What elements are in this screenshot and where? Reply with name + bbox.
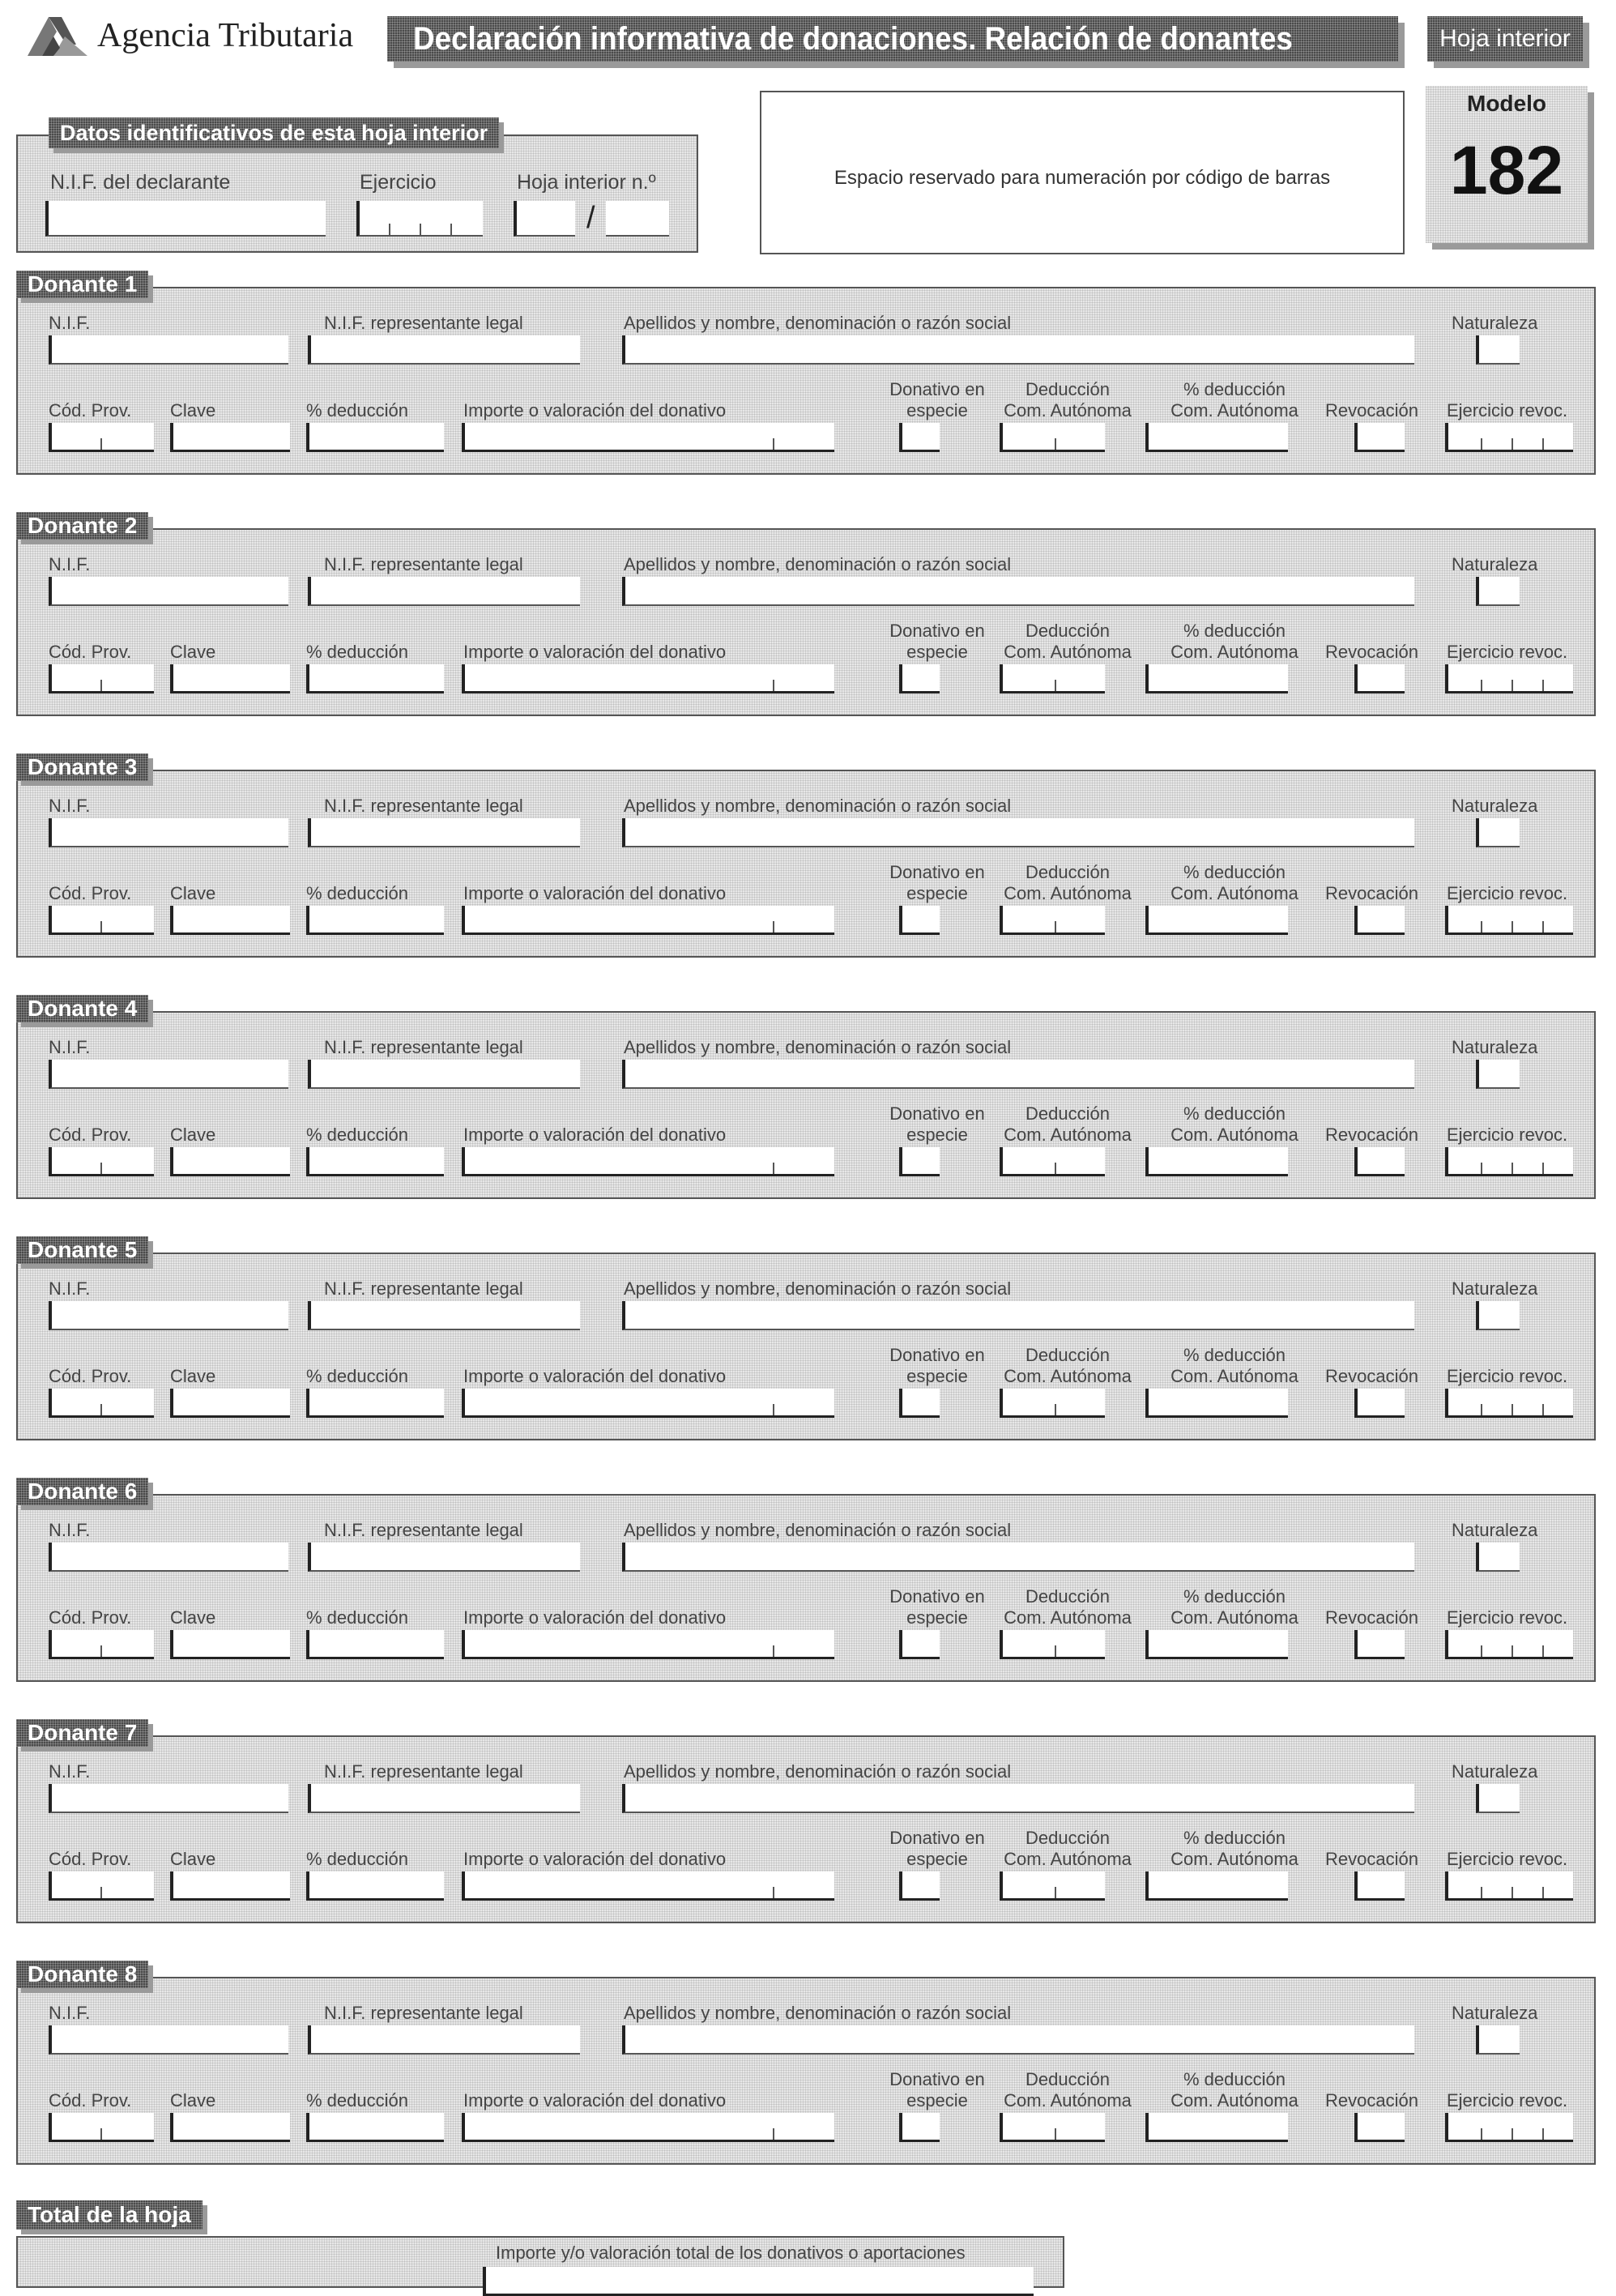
importe-label: Importe o valoración del donativo bbox=[463, 1849, 727, 1869]
pct-ca-field[interactable] bbox=[1145, 1630, 1288, 1659]
clave-label: Clave bbox=[170, 642, 216, 662]
clave-field[interactable] bbox=[170, 1389, 290, 1418]
nombre-field[interactable] bbox=[622, 1543, 1414, 1572]
ejercicio-revoc-label: Ejercicio revoc. bbox=[1447, 1607, 1568, 1628]
pct-ca-field[interactable] bbox=[1145, 2113, 1288, 2142]
donor-block-1 bbox=[16, 287, 1596, 475]
ejercicio-revoc-field[interactable] bbox=[1445, 1871, 1573, 1901]
cod-prov-label: Cód. Prov. bbox=[49, 1366, 132, 1386]
agency-name: Agencia Tributaria bbox=[97, 17, 354, 54]
clave-label: Clave bbox=[170, 1607, 216, 1628]
hoja-total-field[interactable] bbox=[606, 201, 669, 237]
clave-label: Clave bbox=[170, 883, 216, 903]
donor-block-3 bbox=[16, 770, 1596, 958]
ded-ca-label-1: Deducción bbox=[1025, 1828, 1110, 1848]
ded-ca-label-2: Com. Autónoma bbox=[1004, 642, 1132, 662]
total-label: Importe y/o valoración total de los donativos o aportaciones bbox=[496, 2243, 966, 2263]
importe-label: Importe o valoración del donativo bbox=[463, 2090, 727, 2110]
importe-field[interactable] bbox=[462, 1630, 834, 1659]
deduccion-field[interactable] bbox=[306, 2113, 444, 2142]
donor-title-4: Donante 4 bbox=[28, 996, 138, 1021]
donor-block-6 bbox=[16, 1494, 1596, 1682]
pct-ca-label-1: % deducción bbox=[1183, 1103, 1286, 1124]
naturaleza-label: Naturaleza bbox=[1452, 1520, 1538, 1540]
donor-block-4 bbox=[16, 1011, 1596, 1199]
cod-prov-field[interactable] bbox=[49, 2113, 154, 2142]
nif-rep-field[interactable] bbox=[308, 577, 580, 606]
ded-ca-field[interactable] bbox=[1000, 1871, 1105, 1901]
clave-field[interactable] bbox=[170, 906, 290, 935]
donor-title-1: Donante 1 bbox=[28, 271, 138, 297]
naturaleza-field[interactable] bbox=[1476, 1060, 1520, 1089]
total-title-tab bbox=[16, 2200, 203, 2230]
ejercicio-label: Ejercicio bbox=[360, 171, 437, 194]
deduccion-label: % deducción bbox=[306, 1366, 408, 1386]
revocacion-field[interactable] bbox=[1354, 906, 1405, 935]
especie-label-2: especie bbox=[906, 2090, 968, 2110]
ded-ca-label-1: Deducción bbox=[1025, 862, 1110, 882]
cod-prov-label: Cód. Prov. bbox=[49, 1849, 132, 1869]
nif-rep-field[interactable] bbox=[308, 2025, 580, 2055]
naturaleza-field[interactable] bbox=[1476, 1301, 1520, 1330]
deduccion-field[interactable] bbox=[306, 906, 444, 935]
revocacion-label: Revocación bbox=[1325, 1366, 1418, 1386]
deduccion-field[interactable] bbox=[306, 1389, 444, 1418]
especie-field[interactable] bbox=[899, 1147, 940, 1176]
form-title: Declaración informativa de donaciones. Relación de donantes bbox=[413, 21, 1293, 57]
nif-label: N.I.F. bbox=[49, 2003, 91, 2023]
clave-label: Clave bbox=[170, 1366, 216, 1386]
nif-field[interactable] bbox=[49, 1060, 288, 1089]
donor-title-7: Donante 7 bbox=[28, 1720, 138, 1745]
revocacion-field[interactable] bbox=[1354, 1871, 1405, 1901]
pct-ca-label-1: % deducción bbox=[1183, 379, 1286, 399]
deduccion-field[interactable] bbox=[306, 1871, 444, 1901]
nif-label: N.I.F. bbox=[49, 1520, 91, 1540]
nif-rep-label: N.I.F. representante legal bbox=[324, 1037, 523, 1057]
total-title: Total de la hoja bbox=[28, 2202, 191, 2227]
pct-ca-field[interactable] bbox=[1145, 664, 1288, 693]
donor-title-tab-3 bbox=[16, 753, 148, 781]
modelo-label: Modelo bbox=[1467, 91, 1546, 116]
ded-ca-label-1: Deducción bbox=[1025, 379, 1110, 399]
ejercicio-revoc-label: Ejercicio revoc. bbox=[1447, 883, 1568, 903]
ejercicio-revoc-label: Ejercicio revoc. bbox=[1447, 1849, 1568, 1869]
donor-title-tab-8 bbox=[16, 1961, 148, 1988]
ded-ca-label-1: Deducción bbox=[1025, 1586, 1110, 1607]
nif-field[interactable] bbox=[49, 335, 288, 365]
sheet-id-title: Datos identificativos de esta hoja interior bbox=[60, 121, 488, 145]
especie-label-1: Donativo en bbox=[889, 2069, 985, 2089]
revocacion-label: Revocación bbox=[1325, 1125, 1418, 1145]
hoja-number-field[interactable] bbox=[514, 201, 575, 237]
donor-block-5 bbox=[16, 1253, 1596, 1440]
deduccion-label: % deducción bbox=[306, 1849, 408, 1869]
clave-label: Clave bbox=[170, 1125, 216, 1145]
nif-label: N.I.F. bbox=[49, 1761, 91, 1782]
revocacion-field[interactable] bbox=[1354, 1389, 1405, 1418]
especie-label-2: especie bbox=[906, 642, 968, 662]
pct-ca-label-2: Com. Autónoma bbox=[1170, 1607, 1298, 1628]
donor-title-2: Donante 2 bbox=[28, 513, 138, 538]
nif-rep-field[interactable] bbox=[308, 1060, 580, 1089]
naturaleza-label: Naturaleza bbox=[1452, 1037, 1538, 1057]
donor-title-8: Donante 8 bbox=[28, 1961, 138, 1987]
especie-field[interactable] bbox=[899, 664, 940, 693]
nif-field[interactable] bbox=[49, 2025, 288, 2055]
nif-rep-field[interactable] bbox=[308, 1784, 580, 1813]
importe-label: Importe o valoración del donativo bbox=[463, 1366, 727, 1386]
agency-emblem-icon bbox=[24, 12, 91, 59]
ejercicio-revoc-field[interactable] bbox=[1445, 2113, 1573, 2142]
nif-rep-label: N.I.F. representante legal bbox=[324, 2003, 523, 2023]
importe-label: Importe o valoración del donativo bbox=[463, 1125, 727, 1145]
nombre-label: Apellidos y nombre, denominación o razón social bbox=[624, 1761, 1012, 1782]
pct-ca-label-2: Com. Autónoma bbox=[1170, 1366, 1298, 1386]
nif-label: N.I.F. bbox=[49, 1037, 91, 1057]
especie-label-1: Donativo en bbox=[889, 621, 985, 641]
nif-field[interactable] bbox=[49, 1301, 288, 1330]
pct-ca-label-2: Com. Autónoma bbox=[1170, 2090, 1298, 2110]
ded-ca-field[interactable] bbox=[1000, 2113, 1105, 2142]
nombre-label: Apellidos y nombre, denominación o razón social bbox=[624, 1278, 1012, 1299]
deduccion-label: % deducción bbox=[306, 1607, 408, 1628]
nif-rep-field[interactable] bbox=[308, 335, 580, 365]
naturaleza-field[interactable] bbox=[1476, 1543, 1520, 1572]
ejercicio-revoc-label: Ejercicio revoc. bbox=[1447, 1125, 1568, 1145]
ejercicio-revoc-field[interactable] bbox=[1445, 1389, 1573, 1418]
nif-label: N.I.F. bbox=[49, 554, 91, 574]
importe-label: Importe o valoración del donativo bbox=[463, 400, 727, 420]
importe-label: Importe o valoración del donativo bbox=[463, 1607, 727, 1628]
clave-field[interactable] bbox=[170, 1630, 290, 1659]
ded-ca-label-2: Com. Autónoma bbox=[1004, 1849, 1132, 1869]
ejercicio-revoc-label: Ejercicio revoc. bbox=[1447, 642, 1568, 662]
donor-title-5: Donante 5 bbox=[28, 1237, 138, 1262]
importe-field[interactable] bbox=[462, 423, 834, 452]
nif-rep-field[interactable] bbox=[308, 818, 580, 847]
naturaleza-field[interactable] bbox=[1476, 335, 1520, 365]
especie-label-1: Donativo en bbox=[889, 1103, 985, 1124]
donor-title-3: Donante 3 bbox=[28, 754, 138, 779]
nif-rep-label: N.I.F. representante legal bbox=[324, 554, 523, 574]
total-field[interactable] bbox=[483, 2267, 1034, 2296]
especie-field[interactable] bbox=[899, 1389, 940, 1418]
pct-ca-label-1: % deducción bbox=[1183, 1828, 1286, 1848]
barcode-area bbox=[760, 91, 1405, 254]
total-section bbox=[16, 2236, 1064, 2288]
ded-ca-field[interactable] bbox=[1000, 1147, 1105, 1176]
nif-rep-field[interactable] bbox=[308, 1301, 580, 1330]
revocacion-field[interactable] bbox=[1354, 2113, 1405, 2142]
revocacion-field[interactable] bbox=[1354, 1630, 1405, 1659]
especie-field[interactable] bbox=[899, 1630, 940, 1659]
clave-label: Clave bbox=[170, 400, 216, 420]
naturaleza-label: Naturaleza bbox=[1452, 1278, 1538, 1299]
nif-label: N.I.F. bbox=[49, 796, 91, 816]
pct-ca-label-2: Com. Autónoma bbox=[1170, 400, 1298, 420]
nombre-field[interactable] bbox=[622, 2025, 1414, 2055]
deduccion-label: % deducción bbox=[306, 2090, 408, 2110]
especie-label-2: especie bbox=[906, 883, 968, 903]
sheet-id-title-tab bbox=[49, 117, 499, 148]
cod-prov-field[interactable] bbox=[49, 423, 154, 452]
ded-ca-label-2: Com. Autónoma bbox=[1004, 400, 1132, 420]
deduccion-field[interactable] bbox=[306, 664, 444, 693]
nombre-field[interactable] bbox=[622, 1784, 1414, 1813]
cod-prov-label: Cód. Prov. bbox=[49, 883, 132, 903]
cod-prov-field[interactable] bbox=[49, 1389, 154, 1418]
naturaleza-field[interactable] bbox=[1476, 2025, 1520, 2055]
nif-field[interactable] bbox=[49, 577, 288, 606]
agency-logo bbox=[24, 11, 381, 60]
ejercicio-revoc-field[interactable] bbox=[1445, 1630, 1573, 1659]
especie-label-2: especie bbox=[906, 1849, 968, 1869]
naturaleza-label: Naturaleza bbox=[1452, 796, 1538, 816]
pct-ca-label-1: % deducción bbox=[1183, 2069, 1286, 2089]
naturaleza-label: Naturaleza bbox=[1452, 2003, 1538, 2023]
importe-field[interactable] bbox=[462, 1147, 834, 1176]
revocacion-label: Revocación bbox=[1325, 642, 1418, 662]
ded-ca-field[interactable] bbox=[1000, 1630, 1105, 1659]
revocacion-field[interactable] bbox=[1354, 423, 1405, 452]
ded-ca-label-1: Deducción bbox=[1025, 1345, 1110, 1365]
pct-ca-field[interactable] bbox=[1145, 423, 1288, 452]
ded-ca-field[interactable] bbox=[1000, 1389, 1105, 1418]
nombre-label: Apellidos y nombre, denominación o razón social bbox=[624, 1520, 1012, 1540]
nombre-label: Apellidos y nombre, denominación o razón social bbox=[624, 1037, 1012, 1057]
ded-ca-label-2: Com. Autónoma bbox=[1004, 1125, 1132, 1145]
ded-ca-label-2: Com. Autónoma bbox=[1004, 1366, 1132, 1386]
modelo-box bbox=[1426, 86, 1588, 243]
slash-separator: / bbox=[586, 201, 595, 235]
ded-ca-label-1: Deducción bbox=[1025, 621, 1110, 641]
deduccion-field[interactable] bbox=[306, 1147, 444, 1176]
nif-rep-field[interactable] bbox=[308, 1543, 580, 1572]
importe-label: Importe o valoración del donativo bbox=[463, 883, 727, 903]
cod-prov-label: Cód. Prov. bbox=[49, 642, 132, 662]
especie-label-1: Donativo en bbox=[889, 1828, 985, 1848]
importe-field[interactable] bbox=[462, 664, 834, 693]
ejercicio-revoc-field[interactable] bbox=[1445, 664, 1573, 693]
sheet-id-section bbox=[16, 134, 698, 253]
nif-rep-label: N.I.F. representante legal bbox=[324, 313, 523, 333]
nombre-label: Apellidos y nombre, denominación o razón social bbox=[624, 796, 1012, 816]
naturaleza-field[interactable] bbox=[1476, 818, 1520, 847]
ded-ca-field[interactable] bbox=[1000, 906, 1105, 935]
ded-ca-label-2: Com. Autónoma bbox=[1004, 883, 1132, 903]
naturaleza-field[interactable] bbox=[1476, 1784, 1520, 1813]
ded-ca-label-2: Com. Autónoma bbox=[1004, 2090, 1132, 2110]
cod-prov-field[interactable] bbox=[49, 906, 154, 935]
nif-field[interactable] bbox=[49, 1543, 288, 1572]
nombre-label: Apellidos y nombre, denominación o razón social bbox=[624, 313, 1012, 333]
cod-prov-field[interactable] bbox=[49, 1147, 154, 1176]
ejercicio-revoc-label: Ejercicio revoc. bbox=[1447, 1366, 1568, 1386]
deduccion-label: % deducción bbox=[306, 642, 408, 662]
ded-ca-label-2: Com. Autónoma bbox=[1004, 1607, 1132, 1628]
nombre-field[interactable] bbox=[622, 335, 1414, 365]
form-title-bar bbox=[387, 16, 1398, 62]
especie-field[interactable] bbox=[899, 906, 940, 935]
importe-field[interactable] bbox=[462, 1871, 834, 1901]
nombre-label: Apellidos y nombre, denominación o razón social bbox=[624, 554, 1012, 574]
cod-prov-label: Cód. Prov. bbox=[49, 400, 132, 420]
deduccion-field[interactable] bbox=[306, 423, 444, 452]
sheet-type-badge bbox=[1427, 16, 1583, 62]
ejercicio-revoc-label: Ejercicio revoc. bbox=[1447, 400, 1568, 420]
donor-title-tab-2 bbox=[16, 512, 148, 540]
naturaleza-label: Naturaleza bbox=[1452, 313, 1538, 333]
revocacion-label: Revocación bbox=[1325, 2090, 1418, 2110]
donor-block-2 bbox=[16, 528, 1596, 716]
nombre-field[interactable] bbox=[622, 818, 1414, 847]
donor-block-7 bbox=[16, 1735, 1596, 1923]
importe-field[interactable] bbox=[462, 1389, 834, 1418]
revocacion-label: Revocación bbox=[1325, 400, 1418, 420]
modelo-number: 182 bbox=[1449, 132, 1564, 208]
revocacion-label: Revocación bbox=[1325, 1607, 1418, 1628]
naturaleza-field[interactable] bbox=[1476, 577, 1520, 606]
deduccion-label: % deducción bbox=[306, 400, 408, 420]
importe-field[interactable] bbox=[462, 2113, 834, 2142]
clave-label: Clave bbox=[170, 1849, 216, 1869]
especie-label-2: especie bbox=[906, 1607, 968, 1628]
declarant-nif-field[interactable] bbox=[45, 201, 326, 237]
ejercicio-revoc-field[interactable] bbox=[1445, 906, 1573, 935]
donor-title-tab-1 bbox=[16, 271, 148, 298]
donor-block-8 bbox=[16, 1977, 1596, 2165]
barcode-text: Espacio reservado para numeración por código de barras bbox=[834, 167, 1331, 189]
hoja-number-label: Hoja interior n.º bbox=[517, 171, 656, 194]
revocacion-field[interactable] bbox=[1354, 1147, 1405, 1176]
pct-ca-label-2: Com. Autónoma bbox=[1170, 642, 1298, 662]
especie-label-2: especie bbox=[906, 1125, 968, 1145]
sheet-type-label: Hoja interior bbox=[1439, 25, 1571, 52]
nif-field[interactable] bbox=[49, 818, 288, 847]
pct-ca-field[interactable] bbox=[1145, 1871, 1288, 1901]
cod-prov-field[interactable] bbox=[49, 1871, 154, 1901]
nombre-field[interactable] bbox=[622, 1301, 1414, 1330]
cod-prov-field[interactable] bbox=[49, 664, 154, 693]
importe-field[interactable] bbox=[462, 906, 834, 935]
donor-title-6: Donante 6 bbox=[28, 1479, 138, 1504]
donor-title-tab-4 bbox=[16, 995, 148, 1022]
ejercicio-revoc-label: Ejercicio revoc. bbox=[1447, 2090, 1568, 2110]
revocacion-field[interactable] bbox=[1354, 664, 1405, 693]
clave-field[interactable] bbox=[170, 664, 290, 693]
nombre-label: Apellidos y nombre, denominación o razón social bbox=[624, 2003, 1012, 2023]
donor-title-tab-5 bbox=[16, 1236, 148, 1264]
ded-ca-field[interactable] bbox=[1000, 423, 1105, 452]
especie-label-1: Donativo en bbox=[889, 862, 985, 882]
pct-ca-label-2: Com. Autónoma bbox=[1170, 1849, 1298, 1869]
deduccion-label: % deducción bbox=[306, 883, 408, 903]
pct-ca-field[interactable] bbox=[1145, 1147, 1288, 1176]
especie-label-2: especie bbox=[906, 1366, 968, 1386]
pct-ca-label-1: % deducción bbox=[1183, 621, 1286, 641]
deduccion-field[interactable] bbox=[306, 1630, 444, 1659]
especie-label-2: especie bbox=[906, 400, 968, 420]
ejercicio-field[interactable] bbox=[356, 201, 483, 237]
naturaleza-label: Naturaleza bbox=[1452, 1761, 1538, 1782]
pct-ca-field[interactable] bbox=[1145, 1389, 1288, 1418]
cod-prov-field[interactable] bbox=[49, 1630, 154, 1659]
nif-rep-label: N.I.F. representante legal bbox=[324, 1761, 523, 1782]
ded-ca-label-1: Deducción bbox=[1025, 1103, 1110, 1124]
clave-field[interactable] bbox=[170, 1147, 290, 1176]
nombre-field[interactable] bbox=[622, 1060, 1414, 1089]
ejercicio-revoc-field[interactable] bbox=[1445, 423, 1573, 452]
clave-field[interactable] bbox=[170, 423, 290, 452]
especie-field[interactable] bbox=[899, 423, 940, 452]
ded-ca-label-1: Deducción bbox=[1025, 2069, 1110, 2089]
especie-field[interactable] bbox=[899, 2113, 940, 2142]
pct-ca-label-1: % deducción bbox=[1183, 1586, 1286, 1607]
pct-ca-label-2: Com. Autónoma bbox=[1170, 1125, 1298, 1145]
cod-prov-label: Cód. Prov. bbox=[49, 2090, 132, 2110]
donor-title-tab-7 bbox=[16, 1719, 148, 1747]
nif-rep-label: N.I.F. representante legal bbox=[324, 1278, 523, 1299]
especie-label-1: Donativo en bbox=[889, 379, 985, 399]
importe-label: Importe o valoración del donativo bbox=[463, 642, 727, 662]
cod-prov-label: Cód. Prov. bbox=[49, 1607, 132, 1628]
nif-rep-label: N.I.F. representante legal bbox=[324, 1520, 523, 1540]
especie-label-1: Donativo en bbox=[889, 1586, 985, 1607]
cod-prov-label: Cód. Prov. bbox=[49, 1125, 132, 1145]
ejercicio-revoc-field[interactable] bbox=[1445, 1147, 1573, 1176]
clave-field[interactable] bbox=[170, 2113, 290, 2142]
declarant-nif-label: N.I.F. del declarante bbox=[50, 171, 231, 194]
pct-ca-label-1: % deducción bbox=[1183, 1345, 1286, 1365]
especie-field[interactable] bbox=[899, 1871, 940, 1901]
pct-ca-label-2: Com. Autónoma bbox=[1170, 883, 1298, 903]
pct-ca-label-1: % deducción bbox=[1183, 862, 1286, 882]
especie-label-1: Donativo en bbox=[889, 1345, 985, 1365]
naturaleza-label: Naturaleza bbox=[1452, 554, 1538, 574]
nombre-field[interactable] bbox=[622, 577, 1414, 606]
pct-ca-field[interactable] bbox=[1145, 906, 1288, 935]
clave-field[interactable] bbox=[170, 1871, 290, 1901]
revocacion-label: Revocación bbox=[1325, 1849, 1418, 1869]
nif-label: N.I.F. bbox=[49, 1278, 91, 1299]
donor-title-tab-6 bbox=[16, 1478, 148, 1505]
nif-label: N.I.F. bbox=[49, 313, 91, 333]
deduccion-label: % deducción bbox=[306, 1125, 408, 1145]
clave-label: Clave bbox=[170, 2090, 216, 2110]
ded-ca-field[interactable] bbox=[1000, 664, 1105, 693]
nif-rep-label: N.I.F. representante legal bbox=[324, 796, 523, 816]
revocacion-label: Revocación bbox=[1325, 883, 1418, 903]
nif-field[interactable] bbox=[49, 1784, 288, 1813]
